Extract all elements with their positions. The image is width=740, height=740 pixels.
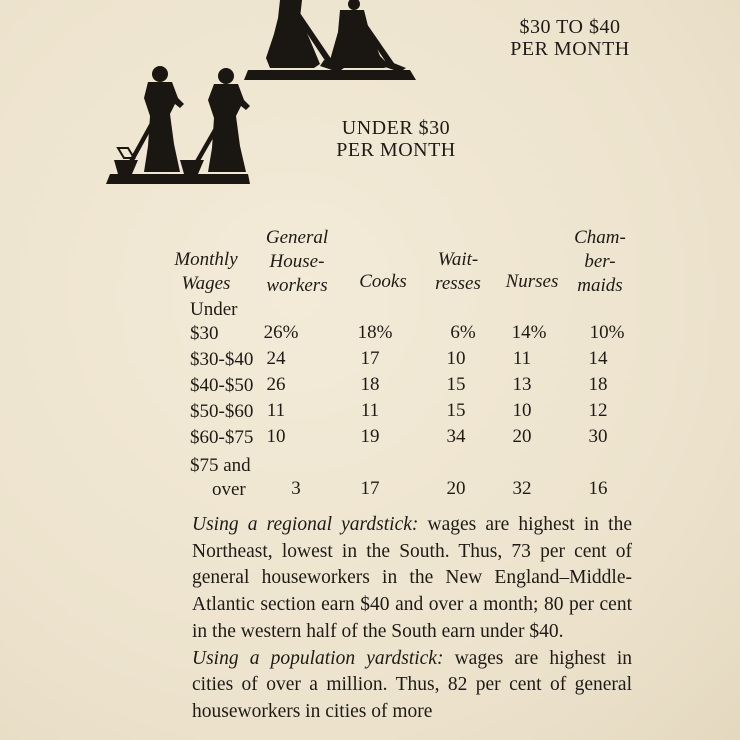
range-label-line: $30 TO $40 bbox=[519, 16, 621, 38]
row-label-under-30 bbox=[190, 298, 237, 346]
range-label-under-30 bbox=[314, 117, 478, 161]
row-label-60-75 bbox=[190, 426, 253, 450]
header-monthly-wages bbox=[160, 248, 252, 296]
range-label-line: PER MONTH bbox=[510, 38, 630, 60]
header-chambermaids bbox=[568, 226, 632, 298]
range-label-line: UNDER $30 bbox=[341, 117, 451, 139]
header-line: Wait- bbox=[437, 249, 479, 270]
header-line: ber- bbox=[584, 251, 616, 272]
cell-general-40-50: 26 bbox=[266, 374, 286, 395]
cell-cooks-40-50: 18 bbox=[360, 374, 380, 395]
cell-cooks-30-40: 17 bbox=[360, 348, 380, 369]
cell-waitresses-50-60: 15 bbox=[446, 400, 466, 421]
header-line: resses bbox=[435, 273, 481, 294]
header-waitresses bbox=[426, 248, 490, 296]
cell-chambermaids-30-40: 14 bbox=[588, 348, 608, 369]
cell-nurses-50-60: 10 bbox=[512, 400, 532, 421]
paragraph-lead: Using a regional yardstick: bbox=[192, 514, 419, 535]
cell-general-75-over: 3 bbox=[291, 478, 301, 499]
cell-chambermaids-under-30: 10% bbox=[589, 322, 625, 343]
range-label-line: PER MONTH bbox=[336, 139, 456, 161]
cell-waitresses-under-30: 6% bbox=[450, 322, 476, 343]
sweeping-women-pictograph-upper bbox=[240, 0, 420, 84]
header-cooks bbox=[348, 270, 418, 294]
body-text bbox=[192, 512, 632, 726]
cell-chambermaids-40-50: 18 bbox=[588, 374, 608, 395]
row-label-50-60 bbox=[190, 400, 253, 424]
row-label-40-50 bbox=[190, 374, 253, 398]
sweeping-women-pictograph-lower bbox=[104, 64, 254, 186]
header-line: House- bbox=[269, 251, 325, 272]
cell-cooks-50-60: 11 bbox=[360, 400, 380, 421]
header-line: Wages bbox=[181, 273, 231, 294]
cell-nurses-75-over: 32 bbox=[512, 478, 532, 499]
cell-waitresses-75-over: 20 bbox=[446, 478, 466, 499]
header-line: Nurses bbox=[505, 271, 559, 292]
cell-cooks-under-30: 18% bbox=[357, 322, 393, 343]
cell-general-60-75: 10 bbox=[266, 426, 286, 447]
row-label-line: over bbox=[212, 479, 246, 500]
cell-chambermaids-60-75: 30 bbox=[588, 426, 608, 447]
header-general-houseworkers bbox=[256, 226, 338, 298]
header-nurses bbox=[496, 270, 568, 294]
cell-nurses-60-75: 20 bbox=[512, 426, 532, 447]
row-label-line: $60-$75 bbox=[190, 427, 254, 448]
cell-waitresses-60-75: 34 bbox=[446, 426, 466, 447]
header-line: General bbox=[265, 227, 329, 248]
row-label-line: Under bbox=[190, 299, 238, 320]
row-label-line: $30 bbox=[190, 323, 219, 344]
header-line: Cham- bbox=[574, 227, 626, 248]
header-line: workers bbox=[266, 275, 328, 296]
cell-general-50-60: 11 bbox=[266, 400, 286, 421]
cell-waitresses-30-40: 10 bbox=[446, 348, 466, 369]
cell-cooks-60-75: 19 bbox=[360, 426, 380, 447]
row-label-line: $50-$60 bbox=[190, 401, 254, 422]
header-line: Monthly bbox=[174, 249, 238, 270]
header-line: Cooks bbox=[359, 271, 407, 292]
row-label-75-and-over bbox=[190, 454, 251, 502]
paragraph-regional bbox=[192, 512, 632, 646]
header-line: maids bbox=[577, 275, 623, 296]
cell-nurses-40-50: 13 bbox=[512, 374, 532, 395]
cell-chambermaids-75-over: 16 bbox=[588, 478, 608, 499]
paragraph-body: wages are highest in cities of over a million. Thus, 82 per cent of general houseworkers in cities of more bbox=[192, 647, 632, 722]
cell-general-under-30: 26% bbox=[263, 322, 299, 343]
cell-chambermaids-50-60: 12 bbox=[588, 400, 608, 421]
cell-waitresses-40-50: 15 bbox=[446, 374, 466, 395]
cell-general-30-40: 24 bbox=[266, 348, 286, 369]
row-label-line: $30-$40 bbox=[190, 349, 254, 370]
row-label-line: $40-$50 bbox=[190, 375, 254, 396]
cell-nurses-30-40: 11 bbox=[512, 348, 532, 369]
cell-cooks-75-over: 17 bbox=[360, 478, 380, 499]
cell-nurses-under-30: 14% bbox=[511, 322, 547, 343]
paragraph-population bbox=[192, 646, 632, 726]
row-label-line: $75 and bbox=[190, 455, 251, 476]
paragraph-lead: Using a population yardstick: bbox=[192, 647, 444, 669]
range-label-30-to-40 bbox=[488, 16, 652, 60]
row-label-30-40 bbox=[190, 348, 253, 372]
paragraph-body: wages are highest in the Northeast, lowest in the South. Thus, 73 per cent of general houseworkers in the New England–Middle-Atlantic section earn $40 and over a month; 80 per cent in the western half of the South earn under $40. bbox=[192, 514, 632, 642]
